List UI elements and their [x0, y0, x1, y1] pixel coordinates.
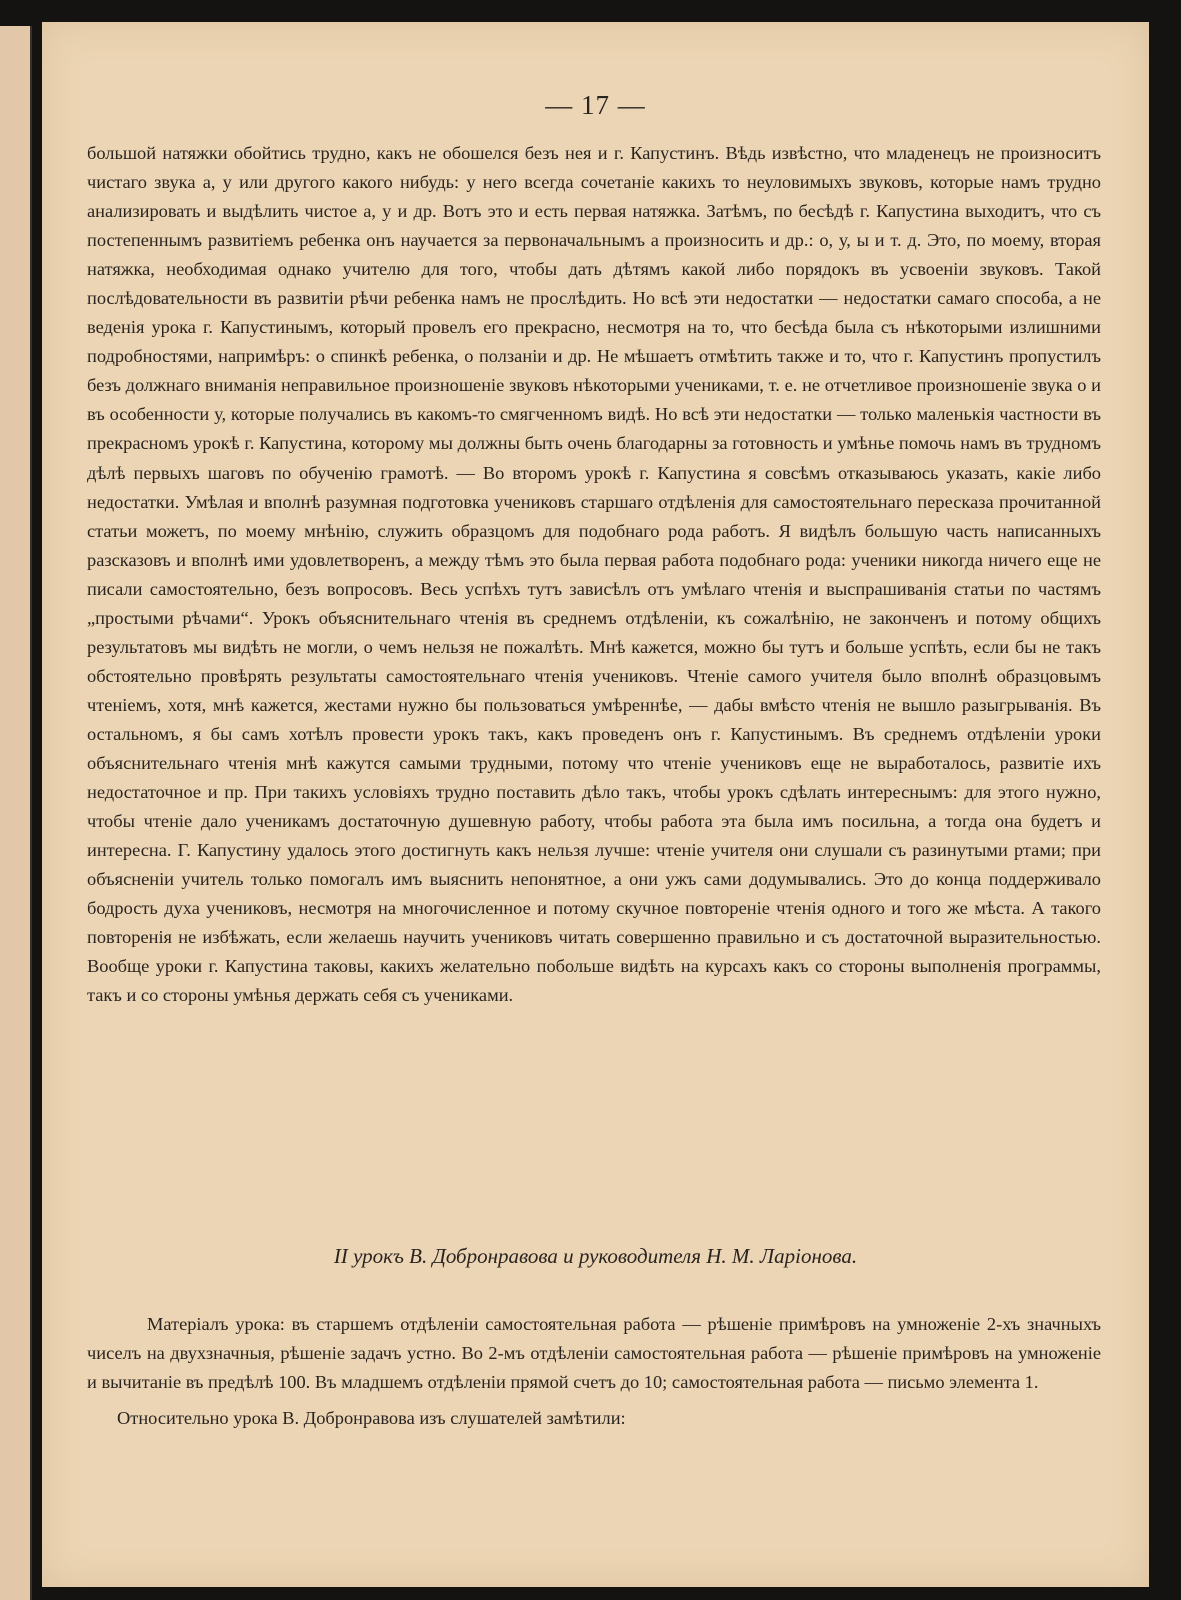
- paragraph-2: Матеріалъ урока: въ старшемъ отдѣленіи самостоятельная работа — рѣшеніе примѣровъ на умноженіе 2-хъ значныхъ чиселъ на двухзначныя, рѣшеніе задачъ устно. Во 2-мъ отдѣленіи самостоятельная работа — рѣшеніе примѣровъ на умноженіе и вычитаніе въ предѣлѣ 100. Въ младшемъ отдѣленіи прямой счетъ до 10; самостоятельная работа — письмо элемента 1.: [87, 1314, 1101, 1393]
- body-text: [87, 139, 1101, 1010]
- document-page: [42, 22, 1149, 1587]
- paragraph-1: большой натяжки обойтись трудно, какъ не обошелся безъ нея и г. Капустинъ. Вѣдь извѣстно, что младенецъ не произноситъ чистаго звука а, у или другого какого нибудь: у него всегда сочетаніе какихъ то неуловимыхъ звуковъ, которые намъ трудно анализировать и выдѣлить чистое а, у и др. Вотъ это и есть первая натяжка. Затѣмъ, по бесѣдѣ г. Капустина выходитъ, что съ постепеннымъ развитіемъ ребенка онъ научается за первоначальнымъ а произносить и др.: о, у, ы и т. д. Это, по моему, вторая натяжка, необходимая однако учителю для того, чтобы дать дѣтямъ какой либо порядокъ въ усвоеніи звуковъ. Такой послѣдовательности въ развитіи рѣчи ребенка намъ не прослѣдить. Но всѣ эти недостатки — недостатки самаго способа, а не веденія урока г. Капустинымъ, который провелъ его прекрасно, несмотря на то, что бесѣда была съ нѣкоторыми излишними подробностями, напримѣръ: о спинкѣ ребенка, о ползаніи и др. Не мѣшаетъ отмѣтить также и то, что г. Капустинъ пропустилъ безъ должнаго вниманія неправильное произношеніе звуковъ нѣкоторыми учениками, т. е. не отчетливое произношеніе звука о и въ особенности у, которые получались въ какомъ-то смягченномъ видѣ. Но всѣ эти недостатки — только маленькія частности въ прекрасномъ урокѣ г. Капустина, которому мы должны быть очень благодарны за готовность и умѣнье помочь намъ въ трудномъ дѣлѣ первыхъ шаговъ по обученію грамотѣ. — Во второмъ урокѣ г. Капустина я совсѣмъ отказываюсь указать, какіе либо недостатки. Умѣлая и вполнѣ разумная подготовка учениковъ старшаго отдѣленія для самостоятельнаго пересказа прочитанной статьи можетъ, по моему мнѣнію, служить образцомъ для подобнаго рода работъ. Я видѣлъ большую часть написанныхъ разсказовъ и вполнѣ ими удовлетворенъ, а между тѣмъ это была первая работа подобнаго рода: ученики никогда ничего еще не писали самостоятельно, безъ вопросовъ. Весь успѣхъ тутъ зависѣлъ отъ умѣлаго чтенія и выспрашиванія статьи по частямъ „простыми рѣчами“. Урокъ объяснительнаго чтенія въ среднемъ отдѣленіи, къ сожалѣнію, не законченъ и потому общихъ результатовъ мы видѣть не могли, о чемъ нельзя не пожалѣть. Мнѣ кажется, можно бы тутъ и больше успѣть, если бы не такъ обстоятельно провѣрять результаты самостоятельнаго чтенія учениковъ. Чтеніе самого учителя было вполнѣ образцовымъ чтеніемъ, хотя, мнѣ кажется, жестами нужно бы пользоваться умѣреннѣе, — дабы вмѣсто чтенія не вышло разыгрыванія. Въ остальномъ, я бы самъ хотѣлъ провести урокъ такъ, какъ проведенъ онъ г. Капустинымъ. Въ среднемъ отдѣленіи уроки объяснительнаго чтенія мнѣ кажутся самыми трудными, потому что чтеніе учениковъ еще не выработалось, развитіе ихъ недостаточное и пр. При такихъ условіяхъ трудно поставить дѣло такъ, чтобы урокъ сдѣлать интереснымъ: для этого нужно, чтобы чтеніе дало ученикамъ достаточную душевную работу, чтобы работа эта была имъ посильна, а тогда она будетъ и интересна. Г. Капустину удалось этого достигнуть какъ нельзя лучше: чтеніе учителя они слушали съ разинутыми ртами; при объясненіи учитель только помогалъ имъ выяснить непонятное, а они ужъ сами додумывались. Это до конца поддерживало бодрость духа учениковъ, несмотря на многочисленное и потому скучное повтореніе чтенія одного и того же мѣста. А такого повторенія не избѣжать, если желаешь научить учениковъ читать совершенно правильно и съ достаточной выразительностью. Вообще уроки г. Капустина таковы, какихъ желательно побольше видѣть на курсахъ какъ со стороны выполненія программы, такъ и со стороны умѣнья держать себя съ учениками.: [87, 143, 1101, 1006]
- body-text-2: [87, 1310, 1101, 1433]
- section-heading: II урокъ В. Добронравова и руководителя Н. М. Ларіонова.: [333, 1244, 858, 1268]
- adjacent-page-edge: [0, 26, 32, 1600]
- paragraph-3: Относительно урока В. Добронравова изъ слушателей замѣтили:: [117, 1407, 626, 1428]
- page-number: — 17 —: [545, 90, 646, 120]
